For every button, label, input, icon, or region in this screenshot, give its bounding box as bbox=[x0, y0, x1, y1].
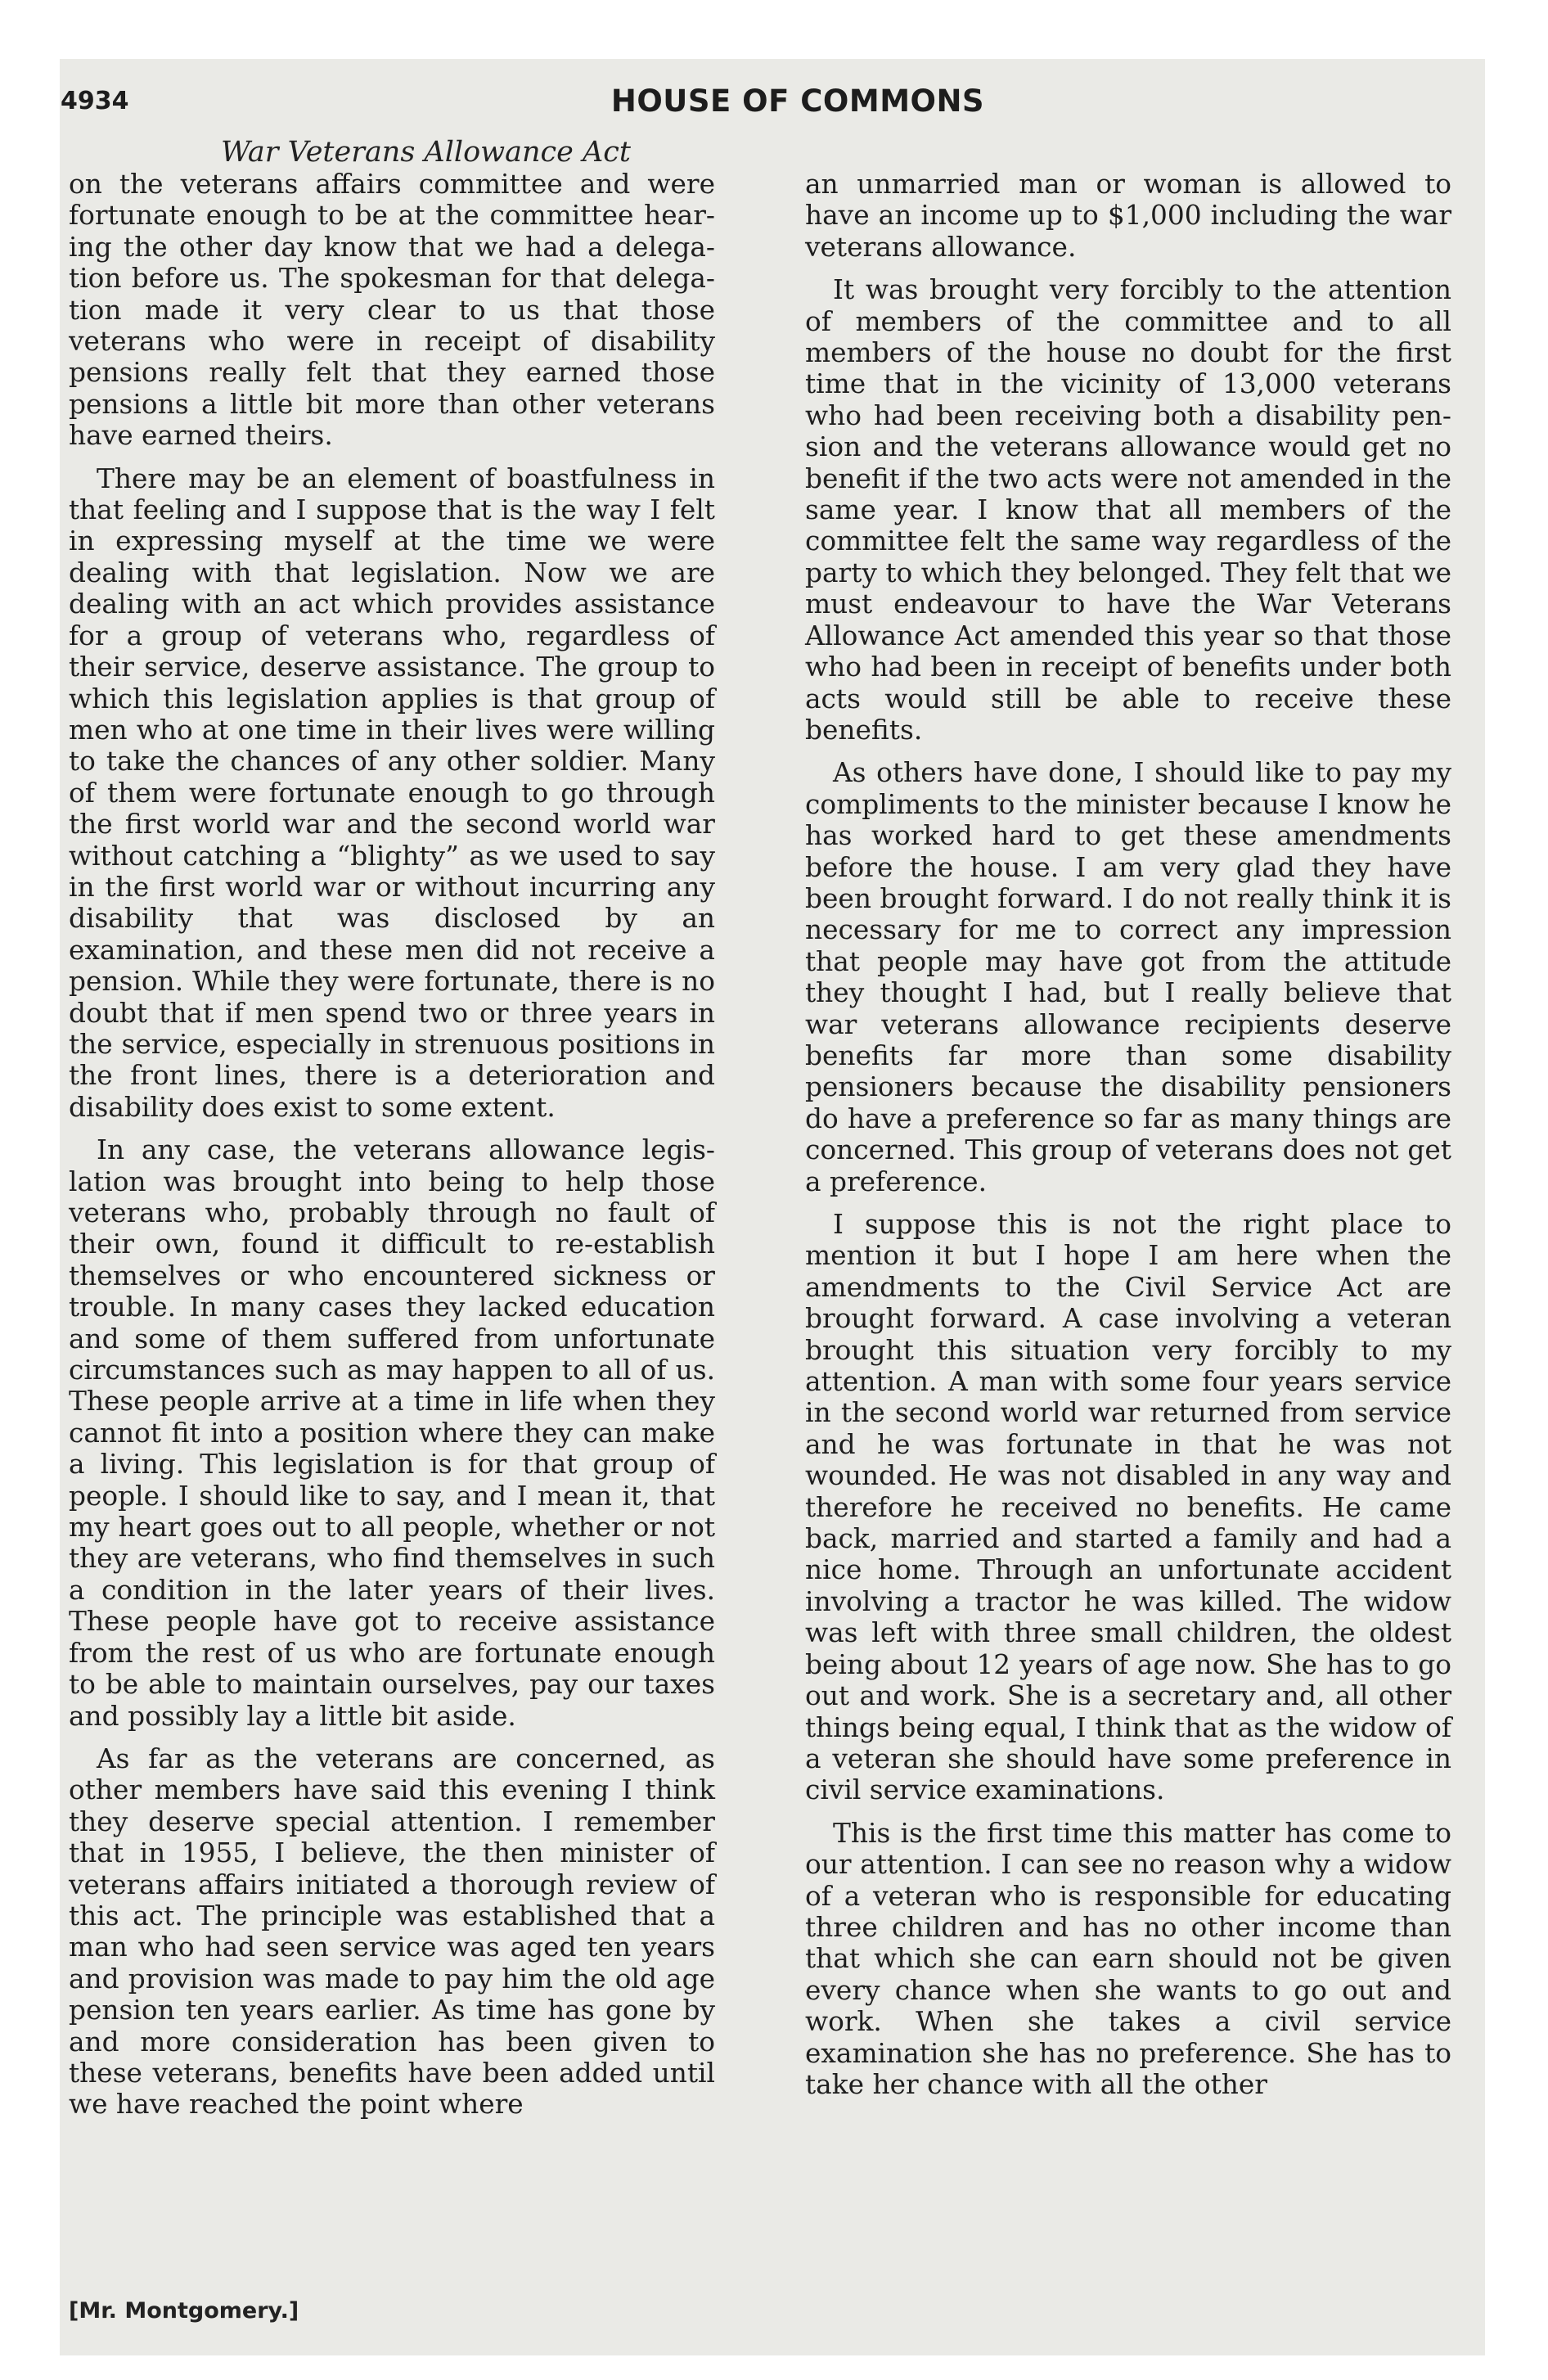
running-subject: War Veterans Allowance Act bbox=[221, 136, 631, 169]
paragraph: In any case, the veterans allowance legislation was brought into being to help those veterans who, probably through no fault of their own, found it difficult to re-establish themselves or who encountered sickness or trouble. In many cases they lacked education and some of them suffered from unfortunate circumstances such as may happen to all of us. These people arrive at a time in life when they cannot fit into a position where they can make a living. This legislation is for that group of people. I should like to say, and I mean it, that my heart goes out to all people, whether or not they are veterans, who find themselves in such a condition in the later years of their lives. These people have got to receive assistance from the rest of us who are fortunate enough to be able to maintain ourselves, pay our taxes and possibly lay a little bit aside. bbox=[69, 1134, 715, 1732]
paragraph: I suppose this is not the right place to mention it but I hope I am here when the amendments to the Civil Service Act are brought forward. A case involving a veteran brought this situation very forcibly to my attention. A man with some four years service in the second world war returned from service and he was fortunate in that he was not wounded. He was not disabled in any way and therefore he received no benefits. He came back, married and started a family and had a nice home. Through an unfortunate accident involving a tractor he was killed. The widow was left with three small children, the oldest being about 12 years of age now. She has to go out and work. She is a secretary and, all other things being equal, I think that as the widow of a veteran she should have some preference in civil service examinations. bbox=[805, 1209, 1451, 1806]
paragraph: on the veterans affairs committee and were fortunate enough to be at the committee hearing the other day know that we had a delegation before us. The spokesman for that delegation made it very clear to us that those veterans who were in receipt of disability pensions really felt that they earned those pensions a little bit more than other veterans have earned theirs. bbox=[69, 169, 715, 452]
paragraph: This is the first time this matter has come to our attention. I can see no reason why a widow of a veteran who is responsible for educating three children and has no other income than that which she can earn should not be given every chance when she wants to go out and work. When she takes a civil service examination she has no preference. She has to take her chance with all the other bbox=[805, 1817, 1451, 2100]
paragraph: an unmarried man or woman is allowed to have an income up to $1,000 including the war veterans allowance. bbox=[805, 169, 1451, 263]
page-title: HOUSE OF COMMONS bbox=[610, 83, 985, 119]
paragraph: As others have done, I should like to pay my compliments to the minister because I know he has worked hard to get these amendments before the house. I am very glad they have been brought forward. I do not really think it is necessary for me to correct any impression that people may have got from the attitude they thought I had, but I really believe that war veterans allowance recipients deserve benefits far more than some disability pensioners because the disability pensioners do have a preference so far as many things are concerned. This group of veterans does not get a preference. bbox=[805, 757, 1451, 1197]
paragraph: It was brought very forcibly to the attention of members of the committee and to all members of the house no doubt for the first time that in the vicinity of 13,000 veterans who had been receiving both a disability pension and the veterans allowance would get no benefit if the two acts were not amended in the same year. I know that all members of the committee felt the same way regardless of the party to which they belonged. They felt that we must endeavour to have the War Veterans Allowance Act amended this year so that those who had been in receipt of benefits under both acts would still be able to receive these benefits. bbox=[805, 274, 1451, 746]
paragraph: There may be an element of boastfulness in that feeling and I suppose that is the way I felt in expressing myself at the time we were dealing with that legislation. Now we are dealing with an act which provides assistance for a group of veterans who, regardless of their service, deserve assistance. The group to which this legislation applies is that group of men who at one time in their lives were willing to take the chances of any other soldier. Many of them were fortunate enough to go through the first world war and the second world war without catching a “blighty” as we used to say in the first world war or without incurring any disability that was disclosed by an examination, and these men did not receive a pension. While they were fortunate, there is no doubt that if men spend two or three years in the service, especially in strenuous positions in the front lines, there is a deterioration and disability does exist to some extent. bbox=[69, 462, 715, 1123]
page-number: 4934 bbox=[61, 87, 129, 115]
left-column bbox=[69, 169, 715, 2132]
paragraph: As far as the veterans are concerned, as other members have said this evening I think they deserve special attention. I remember that in 1955, I believe, the then minister of veterans affairs initiated a thorough review of this act. The principle was established that a man who had seen service was aged ten years and provision was made to pay him the old age pension ten years earlier. As time has gone by and more consideration has been given to these veterans, benefits have been added until we have reached the point where bbox=[69, 1742, 715, 2121]
right-column bbox=[805, 169, 1451, 2112]
speaker-attribution: [Mr. Montgomery.] bbox=[69, 2298, 299, 2324]
